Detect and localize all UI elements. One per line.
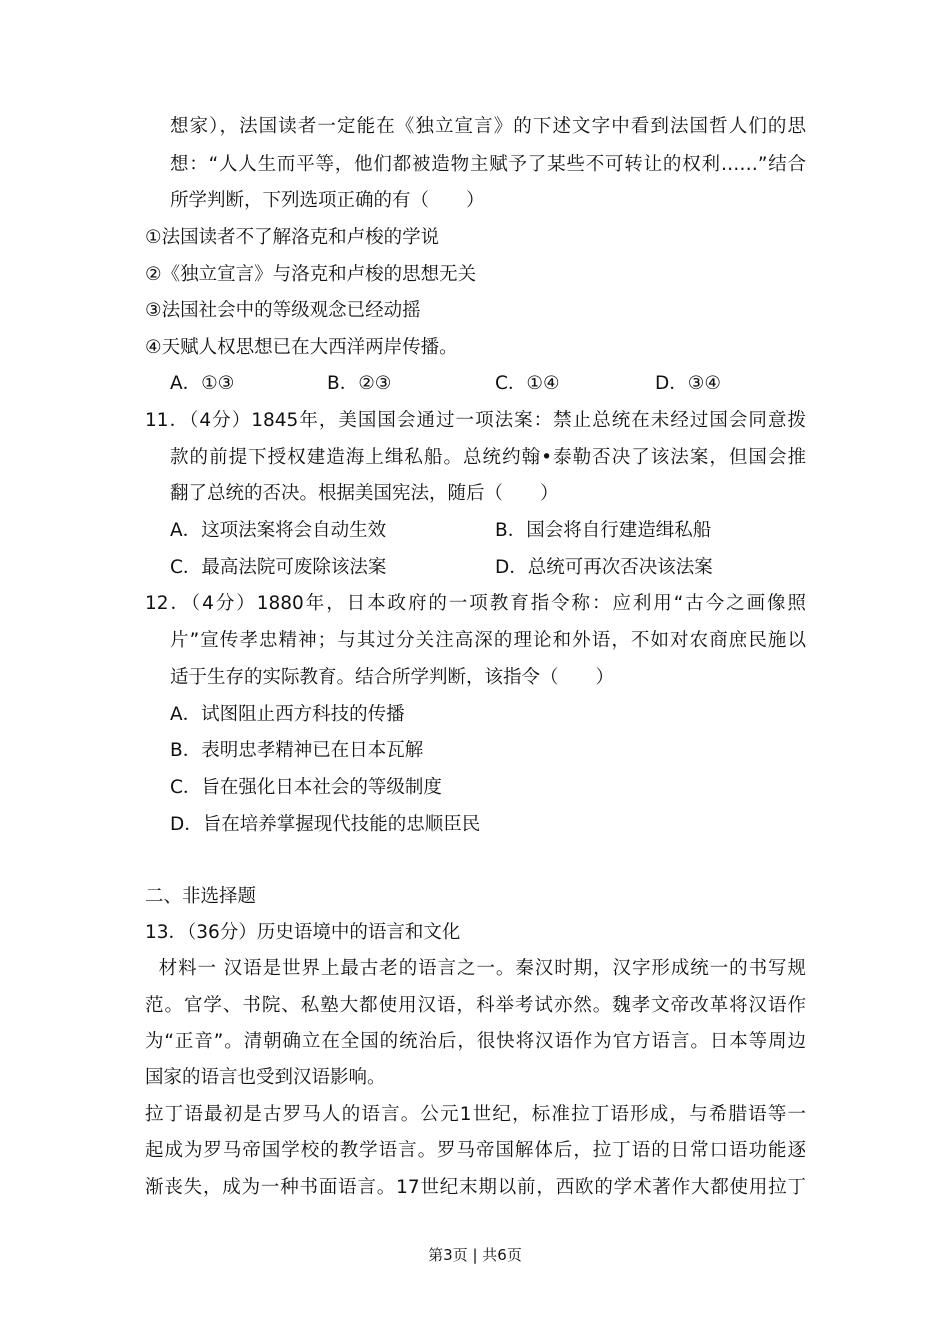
q10-stem-line: 想家），法国读者一定能在《独立宣言》的下述文字中看到法国哲人们的思 bbox=[170, 116, 806, 137]
q11-option-a: A．这项法案将会自动生效 bbox=[170, 520, 387, 541]
q11-stem-line: 翻了总统的否决。根据美国宪法，随后（ ） bbox=[170, 483, 559, 504]
q11-stem-line: 11．（4分）1845年，美国国会通过一项法案：禁止总统在未经过国会同意拨 bbox=[145, 410, 806, 431]
q12-stem-line: 12．（4分）1880年，日本政府的一项教育指令称：应利用“古今之画像照 bbox=[145, 593, 806, 614]
q11-option-b: B．国会将自行建造缉私船 bbox=[495, 520, 712, 541]
material1-line: 范。官学、书院、私塾大都使用汉语，科举考试亦然。魏孝文帝改革将汉语作 bbox=[145, 995, 806, 1016]
latin-line: 渐丧失，成为一种书面语言。17世纪末期以前，西欧的学术著作大都使用拉丁 bbox=[145, 1177, 806, 1198]
q10-statement: ①法国读者不了解洛克和卢梭的学说 bbox=[145, 227, 440, 248]
q10-statement: ③法国社会中的等级观念已经动摇 bbox=[145, 300, 421, 321]
section-heading: 二、非选择题 bbox=[145, 886, 257, 907]
q12-stem-line: 片”宣传孝忠精神；与其过分关注高深的理论和外语，不如对农商庶民施以 bbox=[170, 630, 806, 651]
material1-line: 为“正音”。清朝确立在全国的统治后，很快将汉语作为官方语言。日本等周边 bbox=[145, 1031, 806, 1052]
page-footer: 第3页 | 共6页 bbox=[428, 1246, 522, 1264]
q10-stem-line: 想：“人人生而平等，他们都被造物主赋予了某些不可转让的权利……”结合 bbox=[170, 154, 806, 175]
q10-option-d: D．③④ bbox=[655, 373, 721, 394]
q13-title: 13．（36分）历史语境中的语言和文化 bbox=[145, 922, 461, 943]
q11-stem-line: 款的前提下授权建造海上缉私船。总统约翰•泰勒否决了该法案，但国会推 bbox=[170, 447, 806, 468]
q11-option-c: C．最高法院可废除该法案 bbox=[170, 557, 387, 578]
material1-line: 材料一 汉语是世界上最古老的语言之一。秦汉时期，汉字形成统一的书写规 bbox=[145, 958, 806, 979]
latin-line: 拉丁语最初是古罗马人的语言。公元1世纪，标准拉丁语形成，与希腊语等一 bbox=[145, 1104, 806, 1125]
q10-statement: ②《独立宣言》与洛克和卢梭的思想无关 bbox=[145, 264, 477, 285]
q12-stem-line: 适于生存的实际教育。结合所学判断，该指令（ ） bbox=[170, 667, 615, 688]
q12-option-d: D．旨在培养掌握现代技能的忠顺臣民 bbox=[170, 814, 481, 835]
q12-option-b: B．表明忠孝精神已在日本瓦解 bbox=[170, 740, 424, 761]
q12-option-c: C．旨在强化日本社会的等级制度 bbox=[170, 777, 442, 798]
material1-line: 国家的语言也受到汉语影响。 bbox=[145, 1067, 386, 1088]
q10-statement: ④天赋人权思想已在大西洋两岸传播。 bbox=[145, 337, 458, 358]
q10-stem-line: 所学判断，下列选项正确的有（ ） bbox=[170, 190, 485, 211]
q10-option-b: B．②③ bbox=[327, 373, 392, 394]
q12-option-a: A．试图阻止西方科技的传播 bbox=[170, 704, 405, 725]
q10-option-c: C．①④ bbox=[495, 373, 560, 394]
q10-option-a: A．①③ bbox=[170, 373, 235, 394]
latin-line: 起成为罗马帝国学校的教学语言。罗马帝国解体后，拉丁语的日常口语功能逐 bbox=[145, 1140, 806, 1161]
q11-option-d: D．总统可再次否决该法案 bbox=[495, 557, 713, 578]
